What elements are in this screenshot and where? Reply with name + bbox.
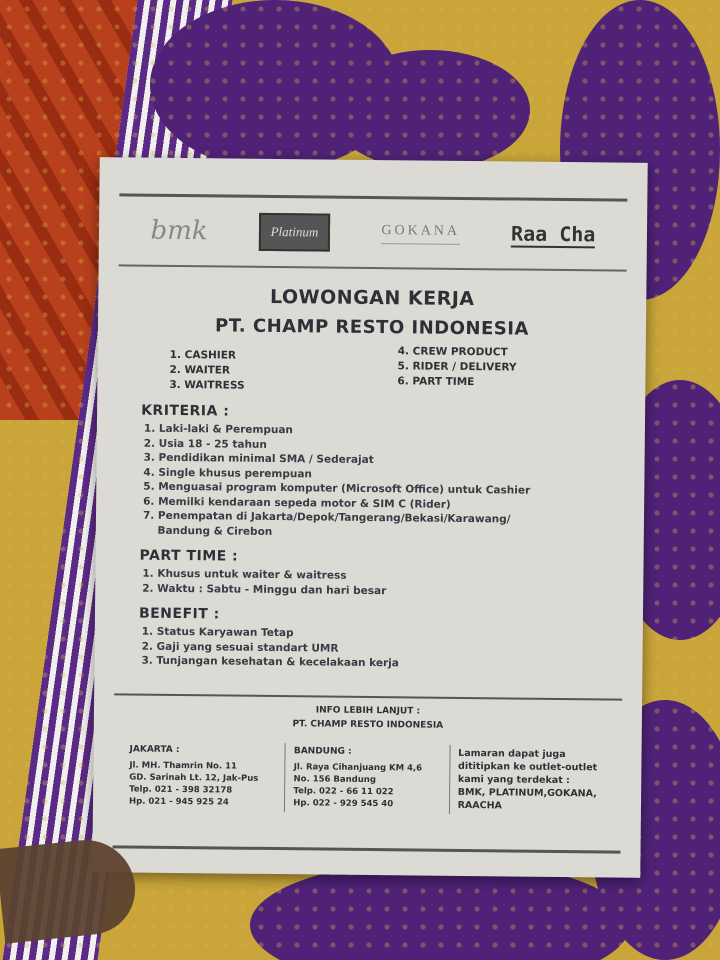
list-item: 2. Waktu : Sabtu - Minggu dan hari besar [142,582,387,597]
kriteria-list [143,422,625,543]
list-item: 3. Tunjangan kesehatan & kecelakaan kerja [141,654,399,670]
list-item: 1. Status Karyawan Tetap [141,625,294,640]
phone-line: Telp. 022 - 66 11 022 [293,786,394,798]
list-item: 3. Pendidikan minimal SMA / Sederajat [143,451,374,467]
city-label: BANDUNG : [293,746,352,757]
position-item: 3. WAITRESS [169,378,245,392]
list-item: 1. Laki-laki & Perempuan [143,422,293,437]
bandung-contact [284,743,449,814]
bmk-logo: bmk [150,215,208,247]
address-line: No. 156 Bandung [293,774,377,786]
phone-line: Telp. 021 - 398 32178 [129,784,233,796]
info-label: INFO LEBIH LANJUT : [315,705,421,717]
address-line: Jl. MH. Thamrin No. 11 [129,760,237,772]
list-item: 2. Usia 18 - 25 tahun [143,437,267,451]
phone-line: Hp. 022 - 929 545 40 [293,798,394,810]
position-item: 6. PART TIME [397,375,475,389]
list-item: Bandung & Cirebon [142,524,273,538]
list-item: 4. Single khusus perempuan [143,466,313,480]
outlet-note [449,745,614,816]
position-item: 5. RIDER / DELIVERY [397,360,517,374]
list-item: 2. Gaji yang sesuai standart UMR [141,640,339,655]
list-item: 1. Khusus untuk waiter & waitress [142,567,347,582]
flyer-footer [113,693,623,850]
list-item: 7. Penempatan di Jakarta/Depok/Tangerang/Bekasi/Karawang/ [142,509,511,526]
note-line: RAACHA [457,799,502,812]
phone-line: Hp. 021 - 945 925 24 [128,796,229,808]
note-line: kami yang terdekat : [457,773,570,787]
kriteria-heading: KRITERIA : [141,402,230,420]
raacha-logo: Raa Cha [510,221,596,247]
list-item: 5. Menguasai program komputer (Microsoft Office) untuk Cashier [143,480,531,497]
company-name: PT. CHAMP RESTO INDONESIA [214,315,530,340]
note-line: Lamaran dapat juga [458,747,566,761]
benefit-heading: BENEFIT : [138,605,220,623]
part-time-list [142,567,623,601]
info-company: PT. CHAMP RESTO INDONESIA [292,719,444,731]
city-label: JAKARTA : [129,744,180,756]
position-item: 1. CASHIER [169,348,237,362]
info-block [114,701,622,734]
part-time-heading: PART TIME : [139,547,239,565]
contact-columns [113,741,622,815]
flyer-title: LOWONGAN KERJA [269,285,475,311]
gokana-logo: GOKANA [381,223,460,245]
jakarta-contact [121,741,285,812]
address-line: GD. Sarinah Lt. 12, Jak-Pus [129,772,259,784]
position-list [169,345,625,398]
benefit-list [141,625,622,674]
list-item: 6. Memilki kendaraan sepeda motor & SIM C (Rider) [143,495,451,511]
brand-logos [119,196,628,271]
note-line: dititipkan ke outlet-outlet [457,760,598,774]
platinum-logo: Platinum [258,213,330,252]
position-item: 4. CREW PRODUCT [397,345,508,359]
position-item: 2. WAITER [169,363,231,377]
note-line: BMK, PLATINUM,GOKANA, [457,786,597,800]
job-flyer [92,157,647,878]
address-line: Jl. Raya Cihanjuang KM 4,6 [293,762,423,774]
